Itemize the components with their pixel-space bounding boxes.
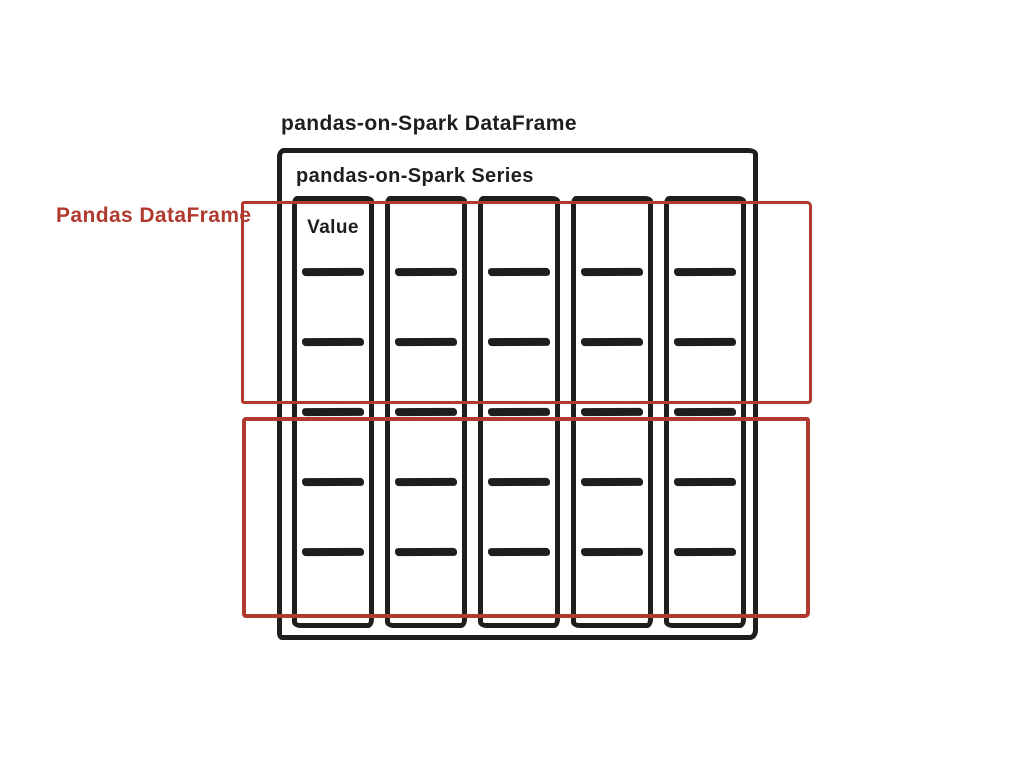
value-column-header: Value [307,217,359,238]
pandas-dataframe-label: Pandas DataFrame [56,204,252,227]
value-row-dash [488,408,550,416]
value-row-dash [581,408,643,416]
value-row-dash [395,408,457,416]
series-label: pandas-on-Spark Series [296,165,534,187]
dataframe-title: pandas-on-Spark DataFrame [281,112,577,135]
value-row-dash [674,408,736,416]
pandas-partition-overlay-2 [242,417,810,618]
value-row-dash [302,408,364,416]
pandas-partition-overlay-1 [241,201,812,404]
